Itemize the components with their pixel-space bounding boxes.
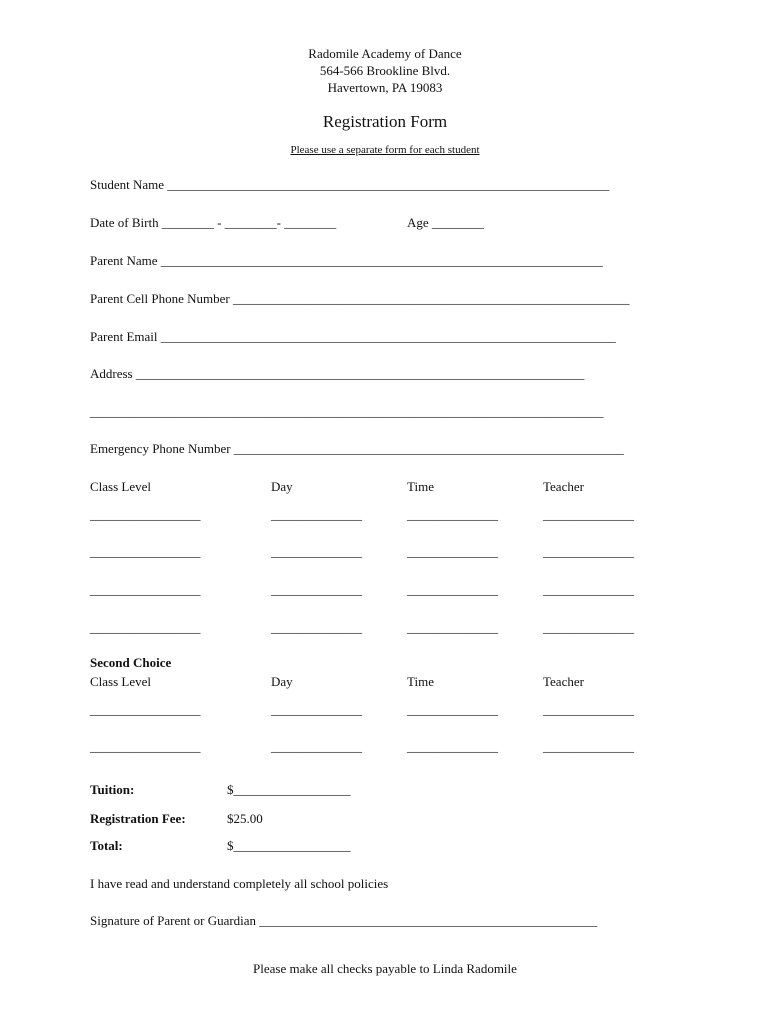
day-blank[interactable]: ______________ bbox=[271, 582, 362, 597]
tuition-label: Tuition: bbox=[90, 782, 135, 797]
time-blank[interactable]: ______________ bbox=[407, 739, 498, 754]
form-title: Registration Form bbox=[322, 112, 448, 131]
time-blank[interactable]: ______________ bbox=[407, 507, 498, 522]
school-city: Havertown, PA 19083 bbox=[327, 80, 443, 95]
registration-fee-label: Registration Fee: bbox=[90, 811, 186, 826]
date-of-birth-field[interactable]: Date of Birth ________ - ________- ________ bbox=[90, 215, 337, 230]
day-blank[interactable]: ______________ bbox=[271, 544, 362, 559]
class-level-blank[interactable]: _________________ bbox=[90, 582, 201, 597]
teacher-blank[interactable]: ______________ bbox=[543, 582, 634, 597]
age-field[interactable]: Age ________ bbox=[407, 215, 484, 230]
class-level-blank[interactable]: _________________ bbox=[90, 739, 201, 754]
school-street: 564-566 Brookline Blvd. bbox=[319, 63, 451, 78]
teacher-header: Teacher bbox=[543, 674, 584, 689]
day-header: Day bbox=[271, 479, 293, 494]
total-field[interactable]: $__________________ bbox=[227, 838, 351, 853]
time-header: Time bbox=[407, 674, 434, 689]
parent-email-field[interactable]: Parent Email ______________________________________________________________________ bbox=[90, 329, 616, 344]
student-name-field[interactable]: Student Name ____________________________________________________________________ bbox=[90, 177, 610, 192]
day-blank[interactable]: ______________ bbox=[271, 620, 362, 635]
address-field[interactable]: Address _____________________________________________________________________ bbox=[90, 366, 585, 381]
teacher-blank[interactable]: ______________ bbox=[543, 739, 634, 754]
policies-statement: I have read and understand completely all school policies bbox=[90, 876, 389, 891]
teacher-header: Teacher bbox=[543, 479, 584, 494]
time-blank[interactable]: ______________ bbox=[407, 702, 498, 717]
parent-name-field[interactable]: Parent Name ____________________________________________________________________ bbox=[90, 253, 603, 268]
class-level-header: Class Level bbox=[90, 479, 152, 494]
emergency-phone-field[interactable]: Emergency Phone Number ____________________________________________________________ bbox=[90, 441, 624, 456]
time-blank[interactable]: ______________ bbox=[407, 620, 498, 635]
class-level-blank[interactable]: _________________ bbox=[90, 507, 201, 522]
day-blank[interactable]: ______________ bbox=[271, 739, 362, 754]
total-label: Total: bbox=[90, 838, 123, 853]
checks-payable-note: Please make all checks payable to Linda Radomile bbox=[253, 961, 517, 976]
parent-cell-field[interactable]: Parent Cell Phone Number _____________________________________________________________ bbox=[90, 291, 630, 306]
address-line2-field[interactable]: _______________________________________________________________________________ bbox=[90, 404, 604, 419]
teacher-blank[interactable]: ______________ bbox=[543, 507, 634, 522]
day-header: Day bbox=[271, 674, 293, 689]
form-subtitle: Please use a separate form for each student bbox=[290, 144, 480, 156]
teacher-blank[interactable]: ______________ bbox=[543, 702, 634, 717]
tuition-field[interactable]: $__________________ bbox=[227, 782, 351, 797]
class-level-blank[interactable]: _________________ bbox=[90, 544, 201, 559]
day-blank[interactable]: ______________ bbox=[271, 702, 362, 717]
class-level-blank[interactable]: _________________ bbox=[90, 620, 201, 635]
second-choice-heading: Second Choice bbox=[90, 655, 172, 670]
day-blank[interactable]: ______________ bbox=[271, 507, 362, 522]
signature-field[interactable]: Signature of Parent or Guardian ____________________________________________________ bbox=[90, 913, 598, 928]
class-level-blank[interactable]: _________________ bbox=[90, 702, 201, 717]
registration-fee-value: $25.00 bbox=[227, 811, 263, 826]
time-blank[interactable]: ______________ bbox=[407, 582, 498, 597]
class-level-header: Class Level bbox=[90, 674, 152, 689]
time-header: Time bbox=[407, 479, 434, 494]
time-blank[interactable]: ______________ bbox=[407, 544, 498, 559]
teacher-blank[interactable]: ______________ bbox=[543, 620, 634, 635]
teacher-blank[interactable]: ______________ bbox=[543, 544, 634, 559]
school-name: Radomile Academy of Dance bbox=[308, 46, 462, 61]
